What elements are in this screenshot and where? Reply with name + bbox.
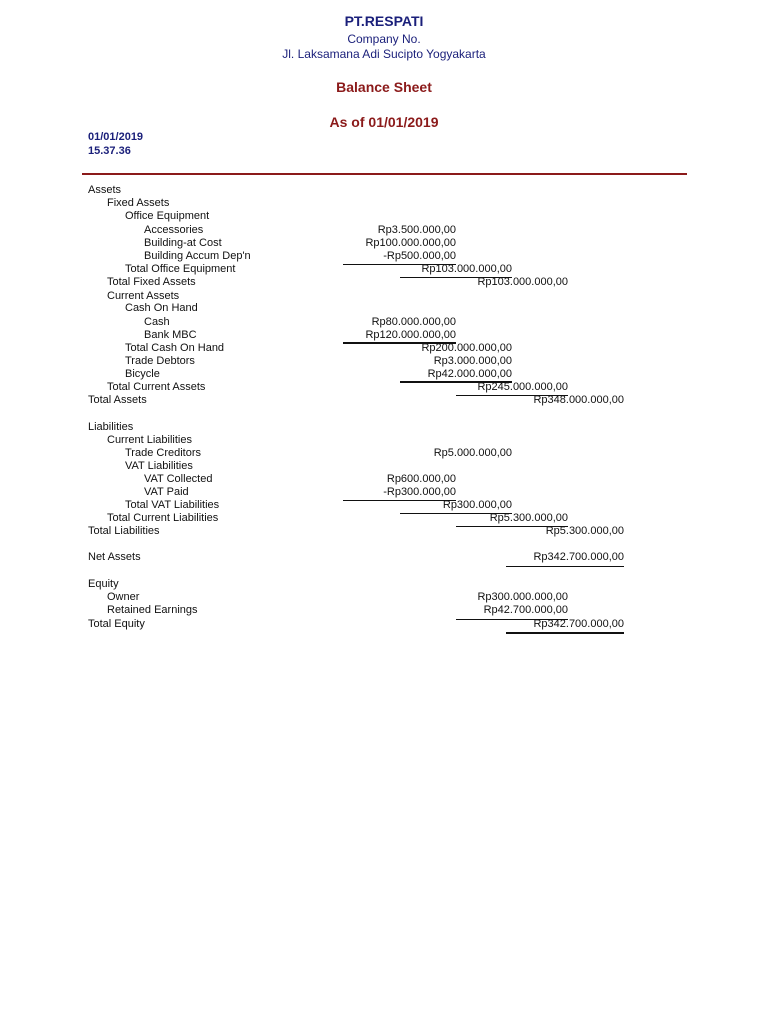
- section-row-equity: [0, 578, 768, 591]
- row-amount: Rp600.000,00: [386, 473, 456, 485]
- row-amount: Rp103.000.000,00: [421, 263, 512, 275]
- account-row-retained-earnings: [0, 604, 768, 617]
- report-title: Balance Sheet: [336, 79, 432, 95]
- row-label: Cash: [144, 316, 170, 328]
- total-row-current-assets: [0, 381, 768, 394]
- row-amount: Rp200.000.000,00: [421, 342, 512, 354]
- row-label: Equity: [88, 578, 119, 590]
- row-label: Bank MBC: [144, 329, 197, 341]
- row-label: Total Office Equipment: [125, 263, 236, 275]
- account-row-trade-creditors: [0, 447, 768, 460]
- row-amount: Rp300.000,00: [442, 499, 512, 511]
- row-amount: Rp3.500.000,00: [377, 224, 456, 236]
- account-row-vat-paid: [0, 486, 768, 499]
- account-row-bank-mbc: [0, 329, 768, 342]
- account-row-building-cost: [0, 237, 768, 250]
- row-amount: Rp342.700.000,00: [533, 551, 624, 563]
- row-amount: Rp5.300.000,00: [545, 525, 624, 537]
- total-double-underline: [506, 632, 624, 634]
- company-name: PT.RESPATI: [344, 13, 424, 29]
- row-amount: Rp3.000.000,00: [433, 355, 512, 367]
- row-label: Liabilities: [88, 421, 134, 433]
- row-amount: -Rp300.000,00: [383, 486, 456, 498]
- row-label: Fixed Assets: [107, 197, 170, 209]
- row-amount: Rp100.000.000,00: [365, 237, 456, 249]
- section-row-liabilities: [0, 421, 768, 434]
- account-row-trade-debtors: [0, 355, 768, 368]
- row-label: VAT Paid: [144, 486, 189, 498]
- row-label: Owner: [107, 591, 140, 603]
- account-row-cash: [0, 316, 768, 329]
- report-as-of: As of 01/01/2019: [329, 114, 439, 130]
- total-row-liabilities: [0, 525, 768, 538]
- report-date: 01/01/2019: [88, 131, 144, 143]
- account-row-bicycle: [0, 368, 768, 381]
- total-row-current-liabilities: [0, 512, 768, 525]
- row-label: Total Current Liabilities: [107, 512, 219, 524]
- row-label: Net Assets: [88, 551, 141, 563]
- row-label: Retained Earnings: [107, 604, 198, 616]
- account-row-building-dep: [0, 250, 768, 263]
- total-row-vat-liabilities: [0, 499, 768, 512]
- row-amount: Rp342.700.000,00: [533, 618, 624, 630]
- row-label: Total Liabilities: [88, 525, 160, 537]
- row-amount: Rp80.000.000,00: [371, 316, 456, 328]
- total-row-assets: [0, 394, 768, 407]
- group-row-current-liabilities: [0, 434, 768, 447]
- total-row-equity: [0, 618, 768, 631]
- report-time: 15.37.36: [88, 145, 131, 157]
- row-amount: Rp5.000.000,00: [433, 447, 512, 459]
- row-label: Trade Debtors: [125, 355, 195, 367]
- header-divider: [82, 173, 687, 175]
- row-label: Trade Creditors: [125, 447, 202, 459]
- total-row-fixed-assets: [0, 276, 768, 289]
- company-number: Company No.: [347, 32, 421, 46]
- row-amount: -Rp500.000,00: [383, 250, 456, 262]
- total-row-net-assets: [0, 551, 768, 564]
- row-label: Current Liabilities: [107, 434, 192, 446]
- row-label: Accessories: [144, 224, 204, 236]
- row-label: Total Equity: [88, 618, 145, 630]
- total-row-office-equipment: [0, 263, 768, 276]
- total-underline: [506, 566, 624, 567]
- account-row-owner: [0, 591, 768, 604]
- row-amount: Rp245.000.000,00: [477, 381, 568, 393]
- row-amount: Rp5.300.000,00: [489, 512, 568, 524]
- row-label: Total Fixed Assets: [107, 276, 196, 288]
- row-amount: Rp103.000.000,00: [477, 276, 568, 288]
- row-amount: Rp42.700.000,00: [483, 604, 568, 616]
- row-label: Office Equipment: [125, 210, 210, 222]
- row-label: VAT Collected: [144, 473, 213, 485]
- row-label: Building-at Cost: [144, 237, 222, 249]
- row-amount: Rp300.000.000,00: [477, 591, 568, 603]
- row-amount: Rp42.000.000,00: [427, 368, 512, 380]
- row-label: Total Assets: [88, 394, 147, 406]
- row-label: Bicycle: [125, 368, 160, 380]
- row-label: Total Cash On Hand: [125, 342, 225, 354]
- account-row-vat-collected: [0, 473, 768, 486]
- section-row-assets: [0, 184, 768, 197]
- row-label: Current Assets: [107, 290, 180, 302]
- group-row-fixed-assets: [0, 197, 768, 210]
- company-address: Jl. Laksamana Adi Sucipto Yogyakarta: [282, 47, 486, 61]
- row-label: Cash On Hand: [125, 302, 198, 314]
- row-amount: Rp348.000.000,00: [533, 394, 624, 406]
- group-row-vat-liabilities: [0, 460, 768, 473]
- row-label: Assets: [88, 184, 122, 196]
- row-label: VAT Liabilities: [125, 460, 193, 472]
- row-label: Total VAT Liabilities: [125, 499, 220, 511]
- total-row-cash-on-hand: [0, 342, 768, 355]
- row-label: Building Accum Dep'n: [144, 250, 251, 262]
- row-label: Total Current Assets: [107, 381, 206, 393]
- group-row-office-equipment: [0, 210, 768, 223]
- row-amount: Rp120.000.000,00: [365, 329, 456, 341]
- account-row-accessories: [0, 224, 768, 237]
- group-row-cash-on-hand: [0, 302, 768, 315]
